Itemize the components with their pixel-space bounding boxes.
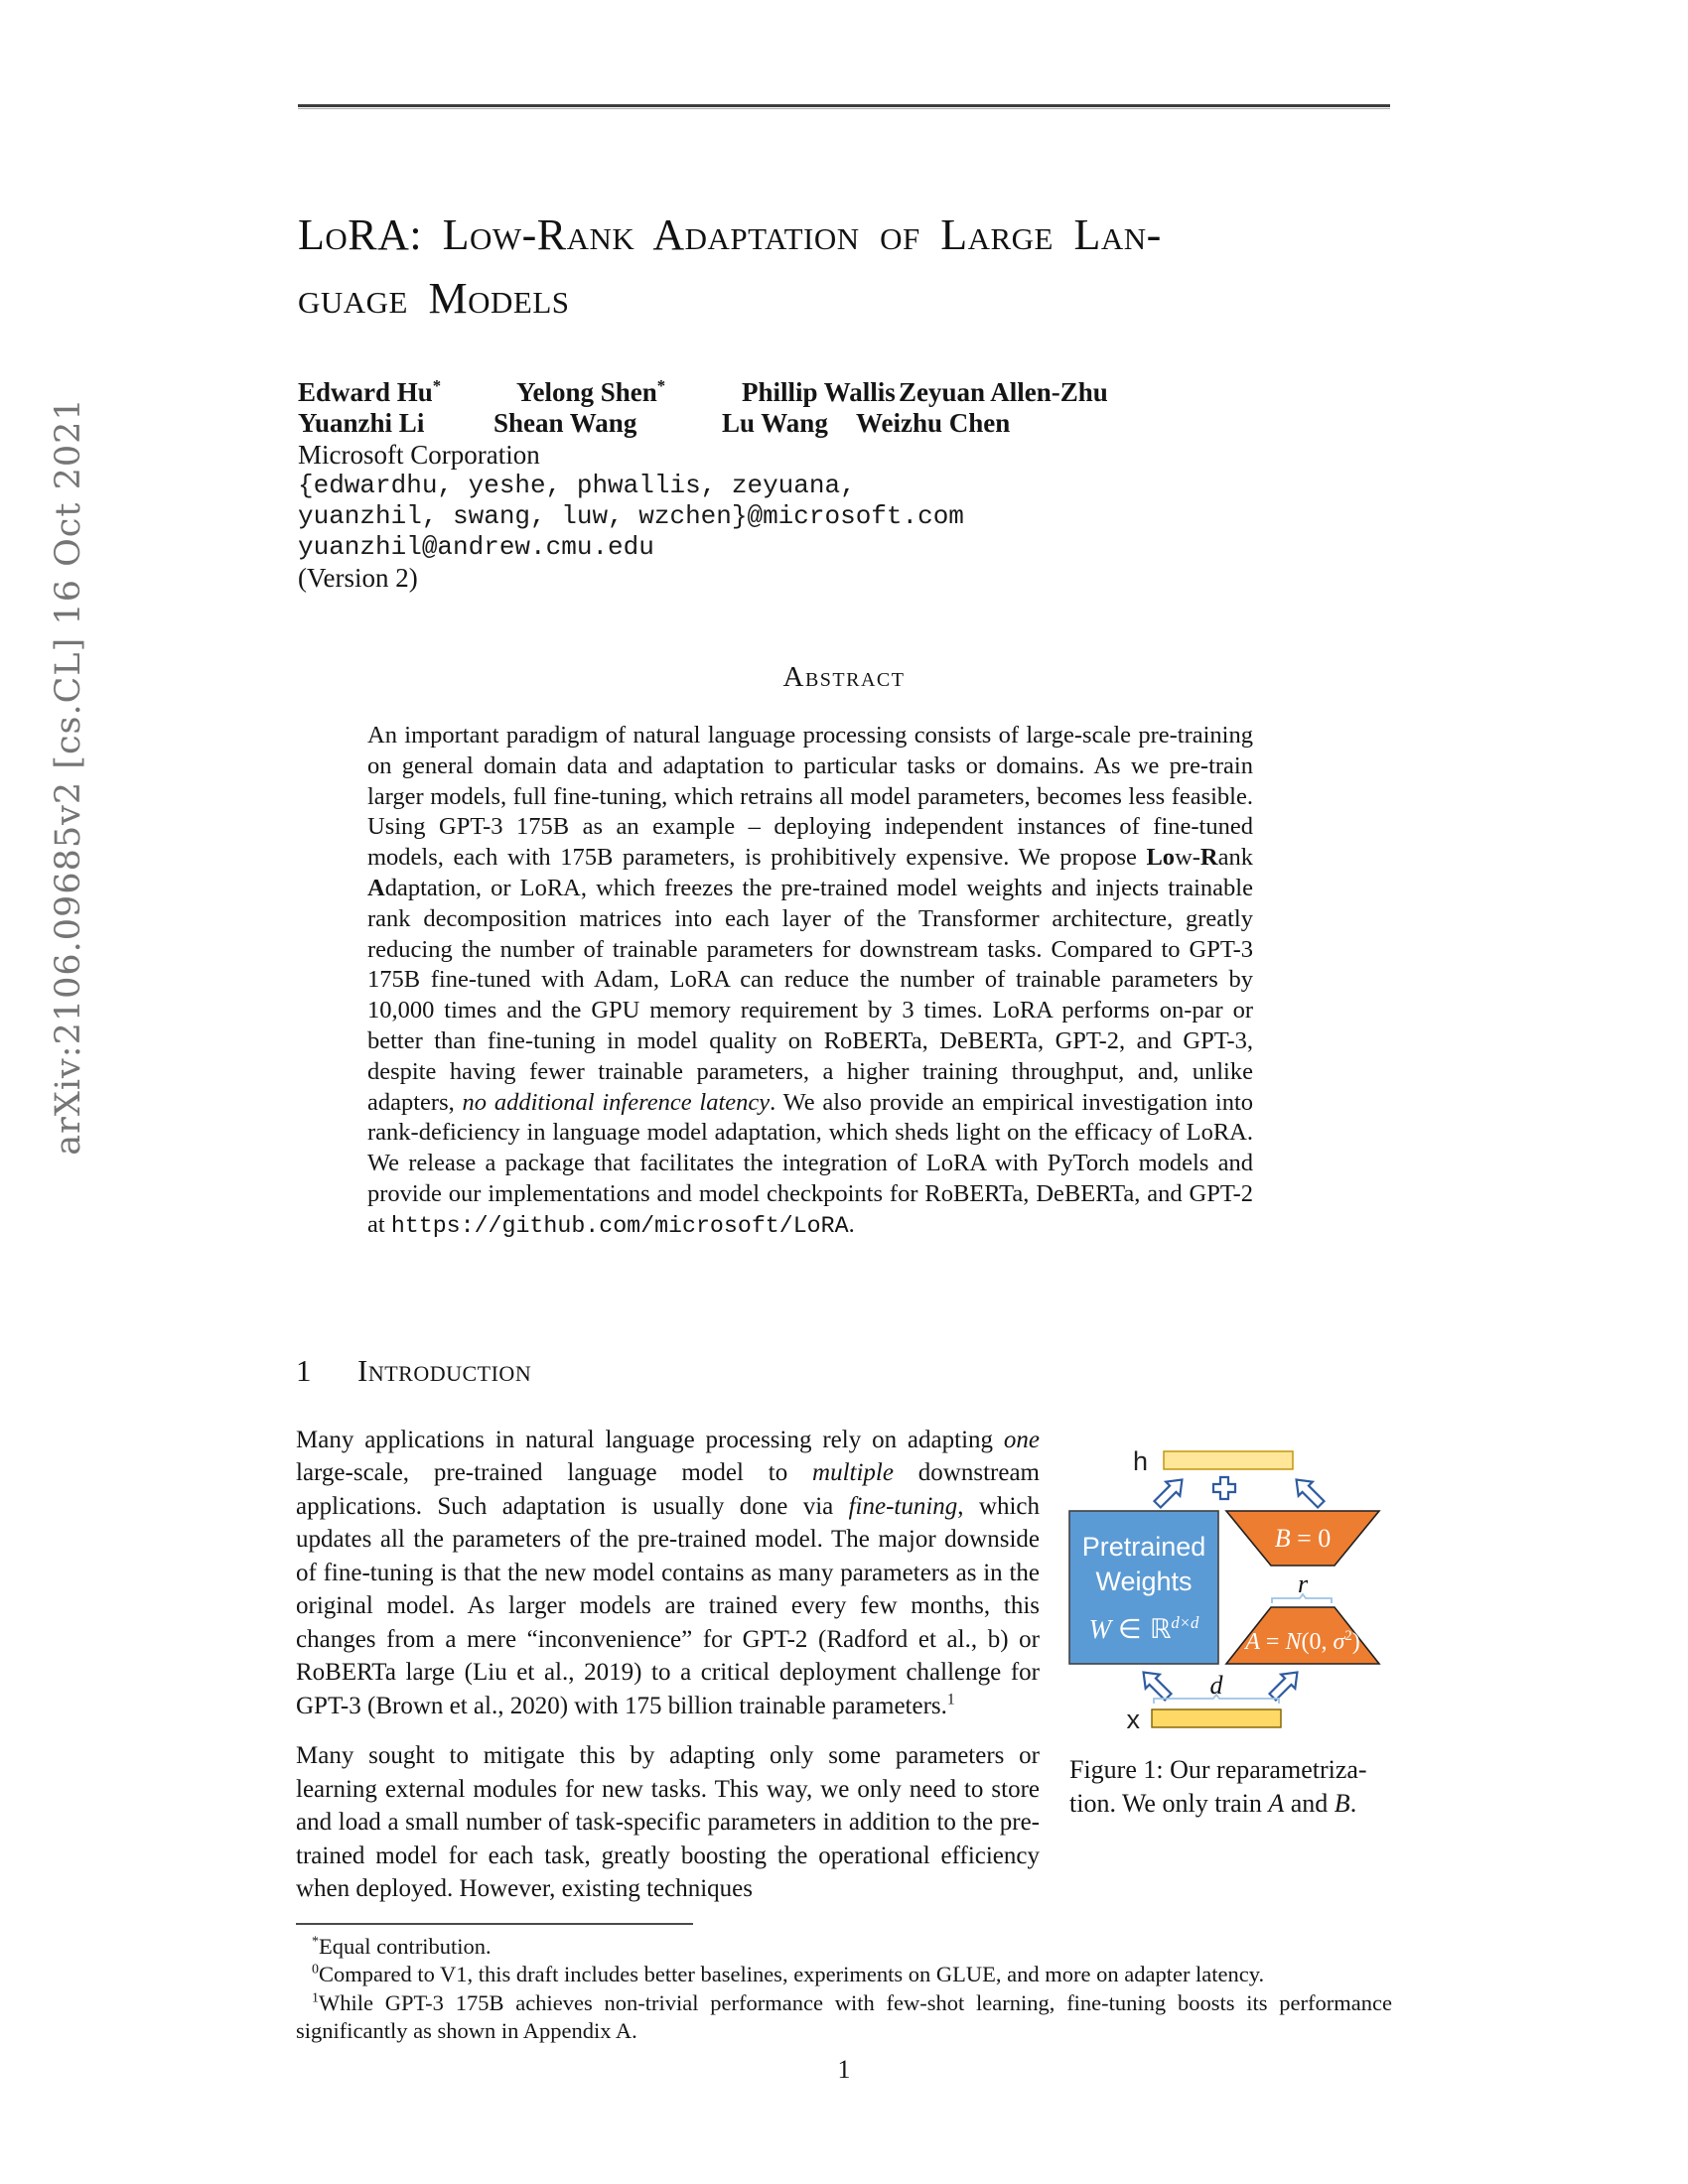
paper-title-line1: LoRA: Low-Rank Adaptation of Large Lan-	[298, 210, 1162, 259]
email-line-3: yuanzhil@andrew.cmu.edu	[298, 532, 654, 562]
footnote-equal-contribution: *Equal contribution.	[312, 1933, 492, 1959]
footnote-1: $^1$While GPT-3 175B achieves non-trivial performance with few-shot learning, fine-tuning boosts its performance significantly as shown in Appendix A.	[296, 1989, 1392, 2043]
section-title: Introduction	[357, 1353, 532, 1388]
main-column	[296, 1354, 1392, 2046]
h-label: h	[1132, 1445, 1148, 1476]
abstract-body: An important paradigm of natural language processing consists of large-scale pre-training on general domain data and adaptation to particular tasks or domains. As we pre-train larger models, full fine-tuning, which retrains all model parameters, becomes less feasible. Using GPT-3 175B as an example – deploying independent instances of fine-tuned models, each with 175B parameters, is prohibitively expensive. We propose Low-Rank Adaptation, or LoRA, which freezes the pre-trained model weights and injects trainable rank decomposition matrices into each layer of the Transformer architecture, greatly reducing the number of trainable parameters for downstream tasks. Compared to GPT-3 175B fine-tuned with Adam, LoRA can reduce the number of trainable parameters by 10,000 times and the GPU memory requirement by 3 times. LoRA performs on-par or better than fine-tuning in model quality on RoBERTa, DeBERTa, GPT-2, and GPT-3, despite having fewer trainable parameters, a higher training throughput, and, unlike adapters, no additional inference latency. We also provide an empirical investigation into rank-deficiency in language model adaptation, which sheds light on the efficacy of LoRA. We release a package that facilitates the integration of LoRA with PyTorch models and provide our implementations and model checkpoints for RoBERTa, DeBERTa, and GPT-2 at https://github.com/microsoft/LoRA.	[367, 722, 1254, 1239]
author-edward-hu: Edward Hu*	[298, 376, 442, 407]
plus-icon	[1213, 1477, 1235, 1499]
author-zeyuan-allen-zhu: Zeyuan Allen-Zhu	[899, 377, 1108, 407]
github-link[interactable]: https://github.com/microsoft/LoRA	[390, 1212, 849, 1239]
paper-title	[298, 204, 1400, 331]
rank-r-label: r	[1297, 1569, 1309, 1598]
version-note: (Version 2)	[298, 563, 418, 593]
pretrained-weights-label: Pretrained Weights	[1081, 1531, 1206, 1596]
footnotes	[296, 1933, 1392, 2046]
section-number: 1	[296, 1353, 312, 1388]
author-mark: *	[656, 376, 666, 395]
footnote-rule	[296, 1923, 693, 1925]
email-line-1: {edwardhu, yeshe, phwallis, zeyuana,	[298, 471, 856, 500]
intro-paragraph-2: Many sought to mitigate this by adapting only some parameters or learning external modules for new tasks. This way, we only need to store and load a small number of task-specific parameters in addition to the pre-trained model for each task, greatly boosting the operational efficiency when deployed. However, existing techniques	[296, 1742, 1040, 1902]
matrix-b-label: B = 0	[1274, 1523, 1332, 1553]
page-number: 1	[837, 2055, 851, 2084]
affiliation: Microsoft Corporation	[298, 440, 540, 470]
author-emails	[298, 471, 964, 563]
figure-1-caption	[1069, 1753, 1387, 1821]
email-line-2: yuanzhil, swang, luw, wzchen}@microsoft.com	[298, 501, 964, 531]
author-yelong-shen: Yelong Shen*	[516, 376, 666, 407]
figure-1-caption-line2: tion. We only train A and B.	[1069, 1788, 1357, 1818]
top-rule-light	[298, 108, 1390, 109]
top-rule	[298, 104, 1390, 109]
x-label: x	[1126, 1704, 1140, 1734]
footnote-0: $^0$Compared to V1, this draft includes better baselines, experiments on GLUE, and more on adapter latency.	[312, 1962, 1265, 1986]
arrow-w-to-h-icon	[1151, 1472, 1190, 1511]
top-rule-dark	[298, 104, 1390, 107]
author-phillip-wallis: Phillip Wallis	[742, 377, 896, 407]
author-mark: *	[432, 376, 442, 395]
figure-1	[1040, 1424, 1392, 1894]
author-yuanzhi-li: Yuanzhi Li	[298, 408, 425, 438]
paper-title-line2: guage Models	[298, 274, 570, 323]
h-vector-bar	[1164, 1451, 1293, 1469]
section-heading-introduction	[296, 1354, 1392, 1388]
author-shean-wang: Shean Wang	[493, 408, 637, 438]
arxiv-watermark: arXiv:2106.09685v2 [cs.CL] 16 Oct 2021	[49, 397, 88, 1156]
x-vector-bar	[1152, 1709, 1281, 1727]
author-weizhu-chen: Weizhu Chen	[856, 408, 1011, 438]
intro-paragraph-1: Many applications in natural language processing rely on adapting one large-scale, pre-trained language model to multiple downstream applications. Such adaptation is usually done via fine-tuning, which updates all the parameters of the pre-trained model. The major downside of fine-tuning is that the new model contains as many parameters as in the original model. As larger models are trained every few months, this changes from a mere “inconvenience” for GPT-2 (Radford et al., b) or RoBERTa large (Liu et al., 2019) to a critical deployment challenge for GPT-3 (Brown et al., 2020) with 175 billion trainable parameters.$^1$	[296, 1426, 1040, 1719]
author-lu-wang: Lu Wang	[722, 408, 828, 438]
figure-1-diagram	[1064, 1443, 1392, 1737]
figure-1-caption-line1: Figure 1: Our reparametriza-	[1069, 1754, 1367, 1784]
w-matrix-math-label: W ∈ ℝ$^{d\times d}$	[1088, 1612, 1199, 1645]
arrow-b-to-h-icon	[1289, 1472, 1328, 1511]
matrix-a-label: A = N(0, $\sigma^2$)	[1245, 1627, 1360, 1655]
dimension-d-label: d	[1209, 1670, 1223, 1700]
abstract-heading: Abstract	[782, 661, 906, 693]
